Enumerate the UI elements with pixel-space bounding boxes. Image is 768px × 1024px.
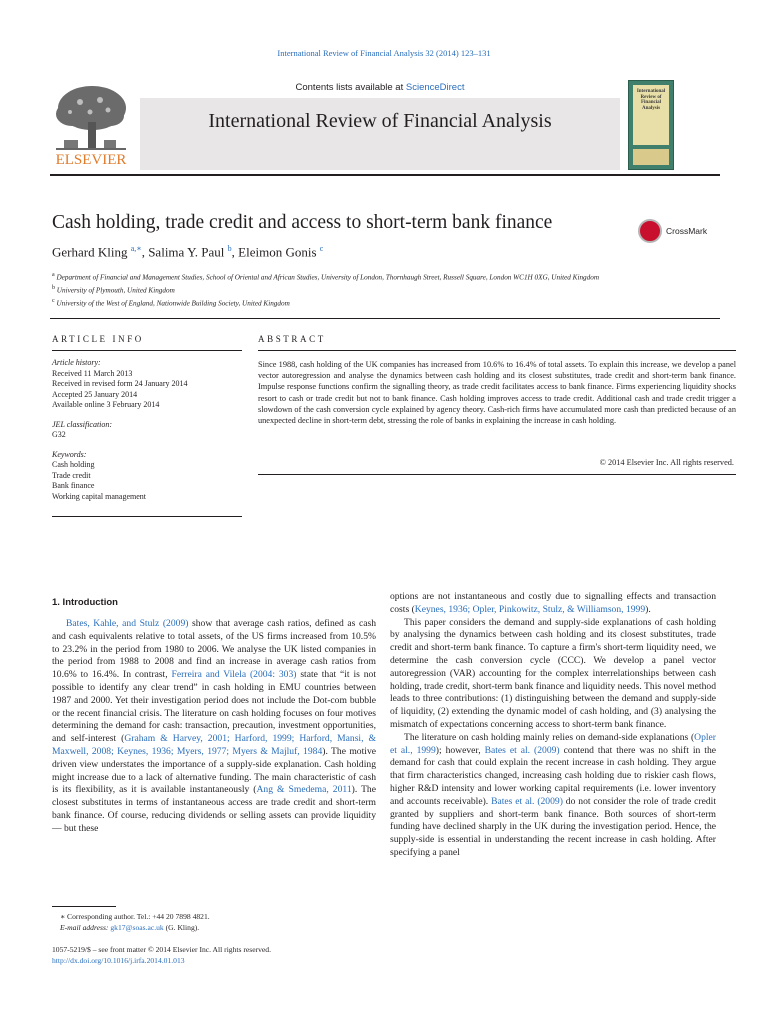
paragraph-text: state that “it is not possible to identify any clear trend” in cash holding in EMU countries between 1987 and 2000. Yet their investigation period does not include the Dot-com bubble or the recent financial crisis. The literature on cash holding focuses on four motives determining the demand for cash: transaction, precaution, investment opportunities, and self-interest ( xyxy=(52,669,376,745)
affiliation xyxy=(52,270,732,283)
email-line xyxy=(60,922,380,933)
affiliation xyxy=(52,283,732,296)
citation-link[interactable]: Keynes, 1936; Opler, Pinkowitz, Stulz, & Williamson, 1999 xyxy=(414,603,646,615)
right-column xyxy=(390,591,716,860)
paragraph xyxy=(52,618,376,836)
paragraph-text: ). The closest substitutes in terms of instantaneous access are trade credit and short-term bank finance. Of course, reducing dividends or selling assets can provide liquidity — but these xyxy=(52,784,376,834)
copyright: © 2014 Elsevier Inc. All rights reserved. xyxy=(599,458,734,467)
citation-link[interactable]: Graham & Harvey, 2001; Harford, 1999; Harford, Mansi, & Maxwell, 2008; Keynes, 1936; Myers, 1977; Myers & Majluf, 1984 xyxy=(52,733,376,757)
contents-prefix: Contents lists available at xyxy=(295,82,406,93)
citation-link[interactable]: Bates, Kahle, and Stulz (2009) xyxy=(66,618,189,629)
article-info-bottom-rule xyxy=(52,516,242,517)
affiliation-text: University of Plymouth, United Kingdom xyxy=(56,286,175,295)
author-separator: , xyxy=(231,244,239,260)
elsevier-wordmark: ELSEVIER xyxy=(55,152,127,168)
footnote xyxy=(60,911,380,933)
crossmark-badge[interactable] xyxy=(638,219,748,247)
jel-code: G32 xyxy=(52,430,66,439)
affiliation-mark: c xyxy=(52,297,55,304)
cover-title: International Review of Financial Analysis xyxy=(636,89,666,111)
author-affiliation-mark[interactable]: b xyxy=(227,244,232,253)
history-item: Accepted 25 January 2014 xyxy=(52,389,138,399)
citation-link[interactable]: Ang & Smedema, 2011 xyxy=(256,784,352,796)
paragraph: This paper considers the demand and supply-side explanations of cash holding by analysing the dynamics between cash holding and its closest substitutes, trade credit and short-term bank finance. To capture a firm's short-term liquidity need, we determine the cash conversion cycle (CCC). We develop a panel vector autoregression (VAR) accounting for the complex interrelationships between cash holding, trade credit, short-term bank finance and liquidity needs. This novel method leads to three contributions: (1) distinguishing between the demand and supply-side of liquidity, (2) extending the dynamic model of cash holding, and (3) analysing the mismatch of expectations concerning access to short-term bank finance. xyxy=(390,616,716,730)
cover-bottom-panel xyxy=(633,149,669,165)
abstract-bottom-rule xyxy=(258,474,736,475)
paragraph xyxy=(390,732,716,860)
doi-link[interactable]: http://dx.doi.org/10.1016/j.irfa.2014.01.013 xyxy=(52,956,185,965)
cover-panel xyxy=(633,85,669,145)
affiliation-text: Department of Financial and Management Studies, School of Oriental and African Studies, University of London, Thornhaugh Street, Russell Square, London WC1H 0XG, United Kingdom xyxy=(56,273,600,282)
citation-link[interactable]: Opler et al., 1999 xyxy=(390,731,716,756)
section-heading: 1. Introduction xyxy=(52,597,118,608)
citation-link[interactable]: Ferreira and Vilela (2004: 303) xyxy=(171,669,297,681)
contents-line xyxy=(140,82,620,93)
affiliation-text: University of the West of England, Nationwide Building Society, United Kingdom xyxy=(56,299,290,308)
affiliation xyxy=(52,296,732,309)
author-list xyxy=(52,244,323,260)
keywords-label: Keywords: xyxy=(52,449,87,459)
corresponding-author: ∗ Corresponding author. Tel.: +44 20 7898 4821. xyxy=(60,912,210,921)
paragraph-text: show that average cash ratios, defined as cash and cash equivalents relative to total assets, of the US firms increased from 10.5% to 23.2% in the period from 1980 to 2006. We analyse the UK listed companies in the period from 1988 to 2008 and find an increase in average cash ratios from 10.6% to 16.4%. In contrast, xyxy=(52,618,376,681)
elsevier-logo xyxy=(50,82,132,170)
author-affiliation-mark[interactable]: a,∗ xyxy=(130,244,142,253)
paragraph-text: ). xyxy=(645,603,651,615)
abstract-rule xyxy=(258,350,736,351)
keyword: Cash holding xyxy=(52,460,95,469)
keyword: Bank finance xyxy=(52,481,95,490)
article-info xyxy=(52,358,242,502)
abstract-text: Since 1988, cash holding of the UK companies has increased from 10.6% to 16.4% of total assets. To explain this increase, we develop a panel vector autoregression and analyse the dynamics between cash holding and its closest substitutes, trade credit and short-term bank finance. Impulse response functions confirm the signalling theory, as trade credit facilitates access to bank finance. Firms experiencing liquidity shocks resort to cash or trade credit but not to bank finance. Cash holding improves access to trade credit. Additional cash and trade credit trigger a slowdown of the cash conversion cycle explained by agency theory. Cash-rich firms have accumulated more cash than predicted because of an unexpected decline in short-term debt, stressing the role of banks in explaining the increase in cash holding. xyxy=(258,360,736,426)
journal-reference[interactable]: International Review of Financial Analysis 32 (2014) 123–131 xyxy=(277,48,491,58)
affiliation-mark: b xyxy=(52,284,55,291)
sciencedirect-link[interactable]: ScienceDirect xyxy=(405,82,465,93)
email-link[interactable]: gk17@soas.ac.uk xyxy=(110,923,164,932)
jel-label: JEL classification: xyxy=(52,419,113,429)
paragraph xyxy=(390,591,716,617)
author-name: Eleimon Gonis xyxy=(238,244,317,260)
history-item: Available online 3 February 2014 xyxy=(52,400,160,409)
left-column xyxy=(52,618,376,836)
history-label: Article history: xyxy=(52,358,101,367)
article-info-rule xyxy=(52,350,242,351)
keyword: Working capital management xyxy=(52,491,146,501)
email-label: E-mail address: xyxy=(60,923,111,932)
author-affiliation-mark[interactable]: c xyxy=(319,244,324,253)
crossmark-label: CrossMark xyxy=(666,226,708,236)
paragraph-text: do not consider the role of trade credit granted by suppliers and short-term bank finance. Both sources of short-term funding have declined sharply in the UK during the investigation period. Hence, the supply-side is essential in understanding the recent increase in cash holding. After specifying a panel xyxy=(390,795,716,858)
journal-title[interactable]: International Review of Financial Analysis xyxy=(208,110,552,132)
keyword: Trade credit xyxy=(52,470,91,480)
affiliation-divider xyxy=(50,318,720,319)
affiliation-mark: a xyxy=(52,272,55,278)
journal-header xyxy=(140,78,620,170)
history-item: Received in revised form 24 January 2014 xyxy=(52,379,188,388)
crossmark-icon xyxy=(638,219,662,243)
history-item: Received 11 March 2013 xyxy=(52,368,133,378)
header-banner xyxy=(140,98,620,170)
author-separator: , xyxy=(141,244,149,260)
paragraph-text: contend that there was no shift in the demand for cash that could explain the recent increase in cash holding. They argue that firm characteristics changed, increasing cash holding due to riskier cash flows, higher R&D intensity and lower working capital requirements (i.e. lower inventory and accounts receivable). xyxy=(390,744,716,807)
author-name: Salima Y. Paul xyxy=(148,244,225,260)
author-name: Gerhard Kling xyxy=(52,244,128,260)
citation-link[interactable]: Bates et al. (2009) xyxy=(491,795,563,807)
footnote-rule xyxy=(52,906,116,907)
email-suffix: (G. Kling). xyxy=(163,923,200,932)
paragraph-text: options are not instantaneous and costly due to signalling effects and transaction costs ( xyxy=(390,591,716,615)
affiliations xyxy=(52,270,732,309)
paragraph-text: ); however, xyxy=(435,744,485,756)
front-matter xyxy=(52,944,392,966)
citation-link[interactable]: Bates et al. (2009) xyxy=(484,744,560,756)
header-divider xyxy=(50,174,720,176)
article-info-heading: ARTICLE INFO xyxy=(52,334,144,344)
article-title: Cash holding, trade credit and access to short-term bank finance xyxy=(52,212,553,233)
paragraph-text: The literature on cash holding mainly relies on demand-side explanations ( xyxy=(404,731,695,743)
journal-cover-thumbnail[interactable] xyxy=(628,80,674,170)
issn-line: 1057-5219/$ – see front matter © 2014 Elsevier Inc. All rights reserved. xyxy=(52,945,271,954)
abstract-heading: ABSTRACT xyxy=(258,334,326,344)
paragraph-text: ). The motive driven view understates the importance of a supply-side explanation. Cash holding might increase due to a lack of alternative funding. The main characteristic of cash is its flexibility, as it is available instantaneously ( xyxy=(52,745,376,796)
